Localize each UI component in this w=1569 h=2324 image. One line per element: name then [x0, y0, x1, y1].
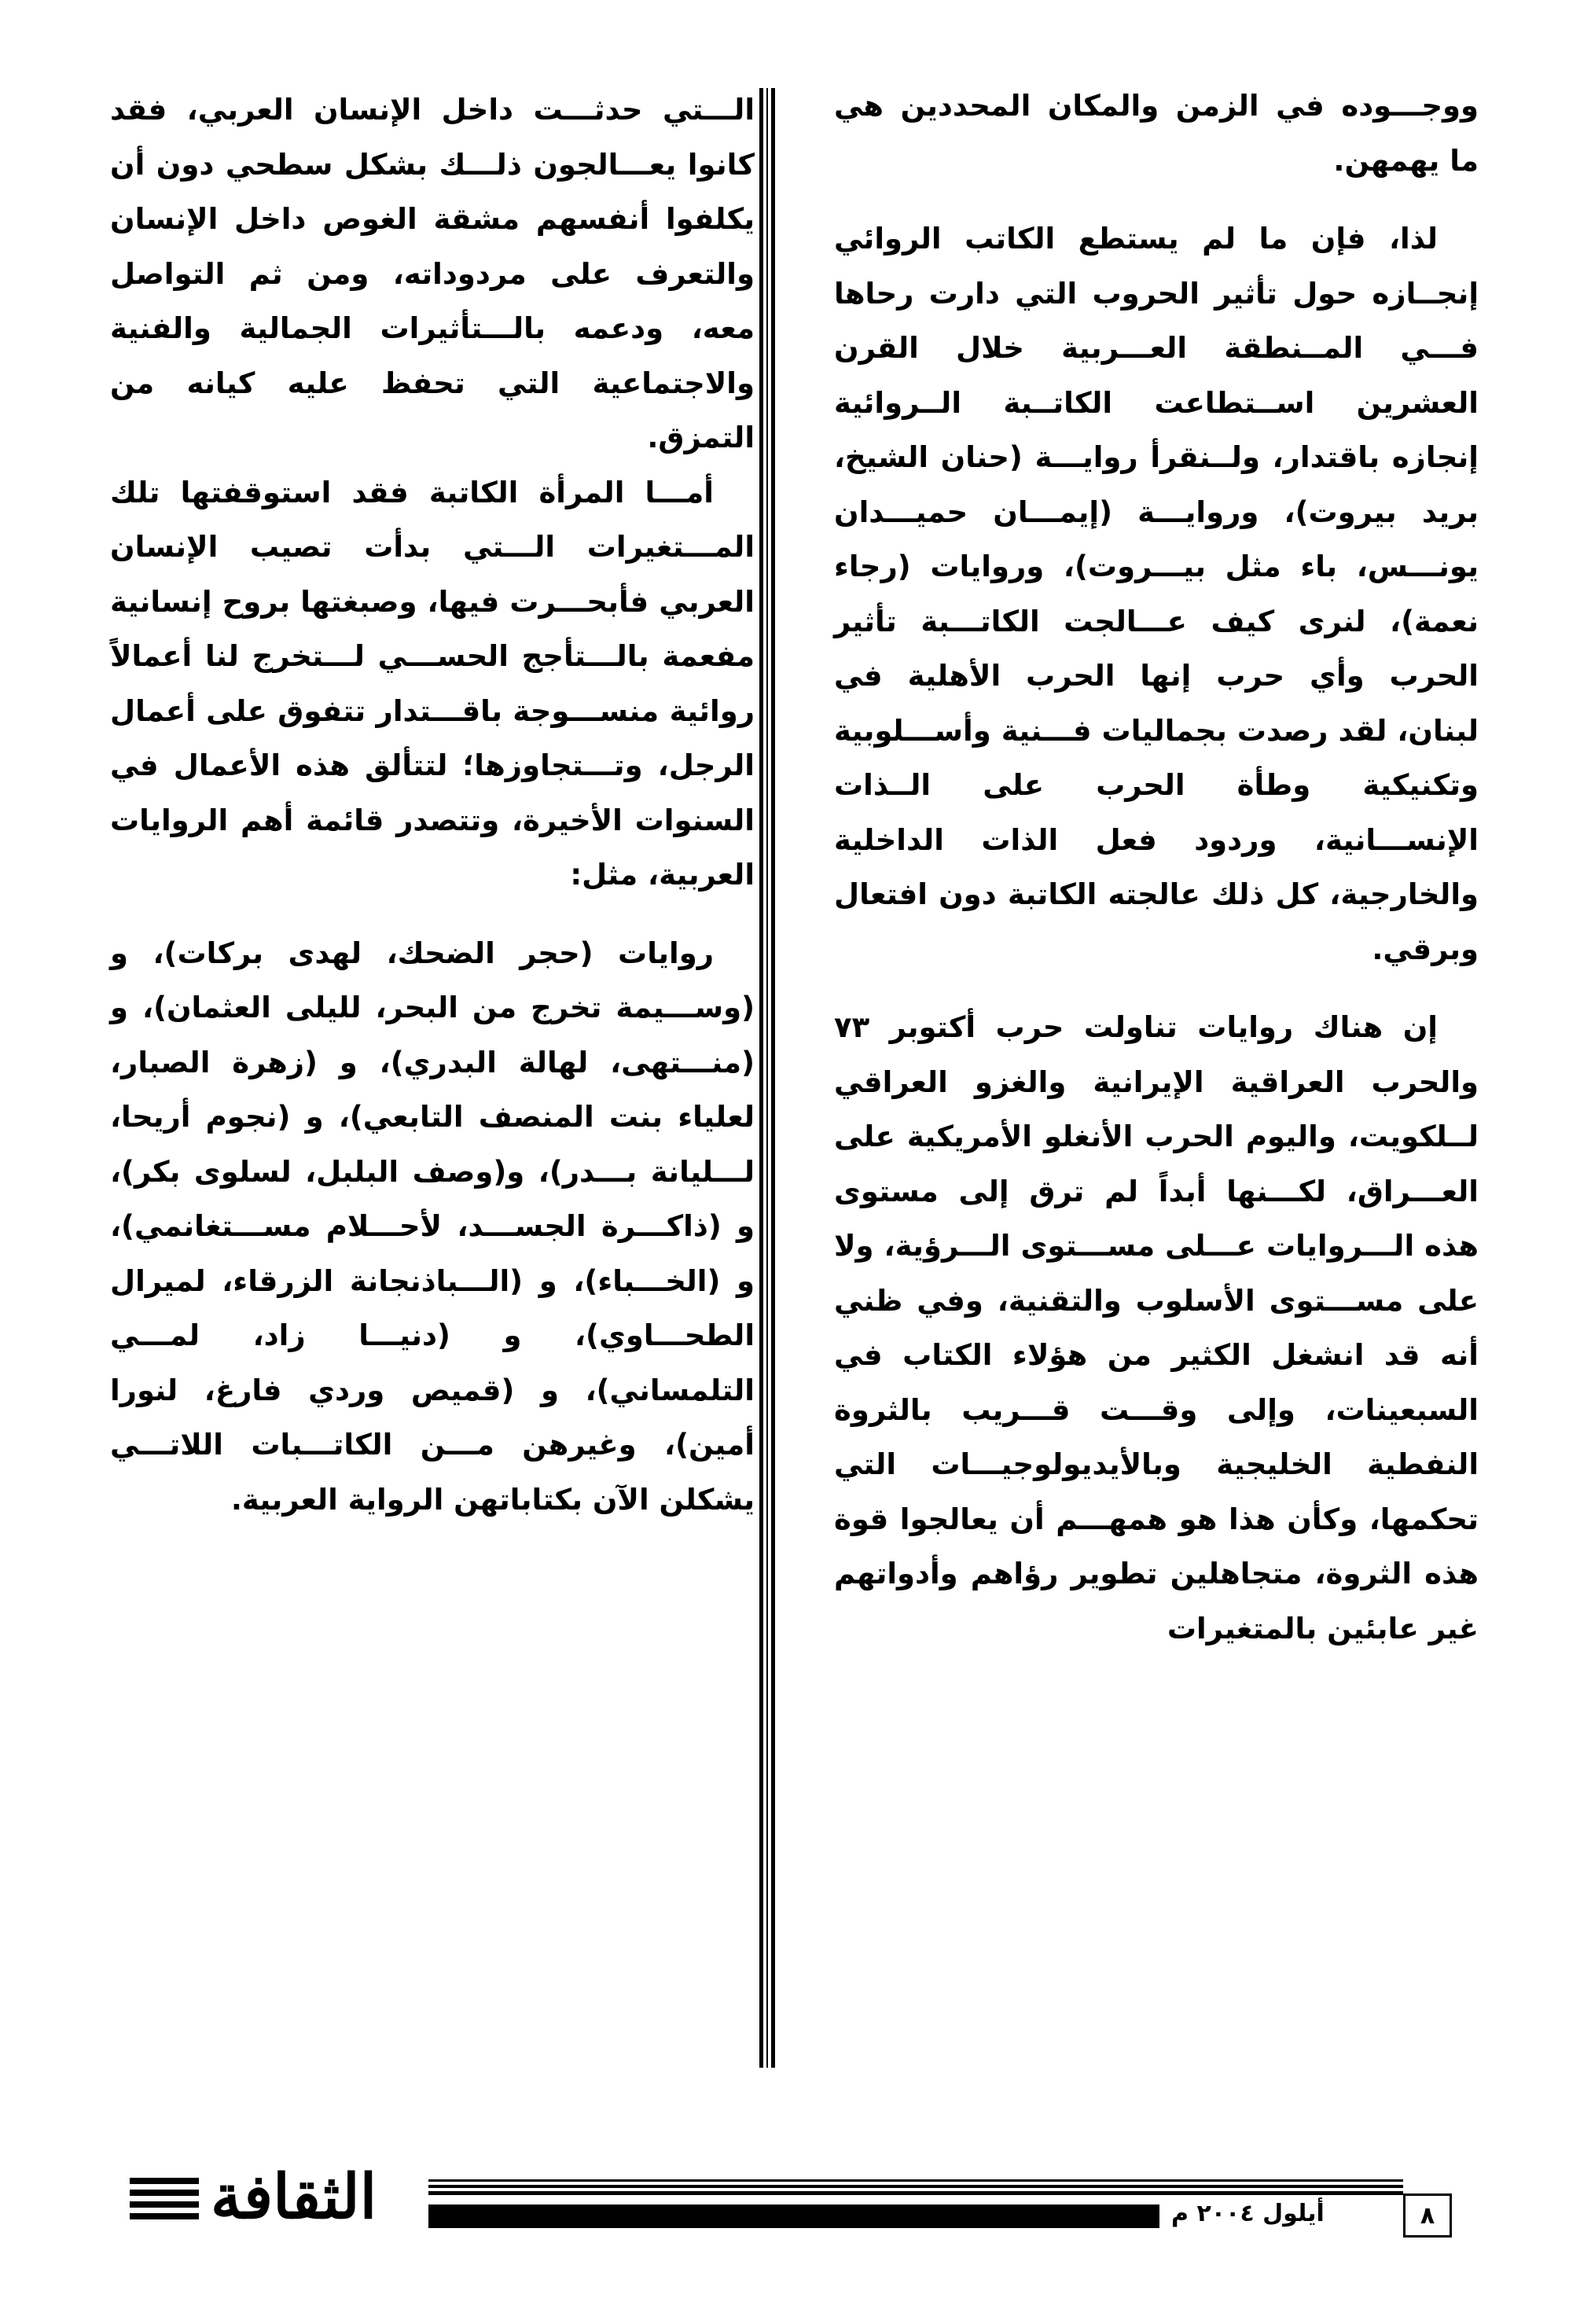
- right-text-column: [834, 79, 1479, 1656]
- logo-bars-icon: [130, 2178, 199, 2230]
- paragraph: الـــتي حدثـــت داخل الإنسان العربي، فقد كانوا يعـــالجون ذلـــك بشكل سطحي دون أن يكلفوا أنفسهم مشقة الغوص داخل الإنسان والتعرف على مردوداته، ومن ثم التواصل معه، ودعمه بالـــتأثيرات الجمالية والفنية والاجتماعية التي تحفظ عليه كيانه من التمزق.: [110, 93, 755, 454]
- paragraph: روايات (حجر الضحك، لهدى بركات)، و (وســـيمة تخرج من البحر، لليلى العثمان)، و (منـــتهى، لهالة البدري)، و (زهرة الصبار، لعلياء بنت المنصف التابعي)، و (نجوم أريحا، لـــليانة بـــدر)، و(وصف البلبل، لسلوى بكر)، و (ذاكـــرة الجســـد، لأحـــلام مســـتغانمي)، و (الخـــباء)، و (الـــباذنجانة الزرقاء، لميرال الطحـــاوي)، و (دنيـــا زاد، لمـــي التلمساني)، و (قميص وردي فارغ، لنورا أمين)، وغيرهن مـــن الكاتـــبات اللاتـــي يشكلن الآن بكتاباتهن الرواية العربية.: [110, 936, 755, 1517]
- page-number: ٨: [1403, 2193, 1452, 2238]
- issue-date: أيلول ٢٠٠٤ م: [1171, 2200, 1325, 2227]
- paragraph: أمـــا المرأة الكاتبة فقد استوقفتها تلك المـــتغيرات الـــتي بدأت تصيب الإنسان العربي فأبحـــرت فيها، وصبغتها بروح إنسانية مفعمة بالـــتأجج الحســـي لـــتخرج لنا أعمالاً روائية منســـوجة باقـــتدار تتفوق على أعمال الرجل، وتـــتجاوزها؛ لتتألق هذه الأعمال في السنوات الأخيرة، وتتصدر قائمة أهم الروايات العربية، مثل:: [110, 475, 755, 892]
- paragraph: لذا، فإن ما لم يستطع الكاتب الروائي إنجــازه حول تأثير الحروب التي دارت رحاها فـــي المــنطقة العـــربية خلال القرن العشرين اســتطاعت الكاتــبة الــروائية إنجازه باقتدار، ولــنقرأ روايـــة (حنان الشيخ، بريد بيروت)، وروايـــة (إيمـــان حميـــدان يونـــس، باء مثل بيـــروت)، وروايات (رجاء نعمة)، لنرى كيف عـــالجت الكاتـــبة تأثير الحرب وأي حرب إنها الحرب الأهلية في لبنان، لقد رصدت بجماليات فـــنية وأســـلوبية وتكنيكية وطأة الحرب على الــذات الإنســـانية، وردود فعل الذات الداخلية والخارجية، كل ذلك عالجته الكاتبة دون افتعال وبرقي.: [834, 222, 1479, 966]
- column-divider: [759, 88, 775, 2068]
- left-text-column: [110, 83, 755, 1527]
- paragraph: إن هناك روايات تناولت حرب أكتوبر ٧٣ والحرب العراقية الإيرانية والغزو العراقي لــلكويت، واليوم الحرب الأنغلو الأمريكية على العـــراق، لكـــنها أبداً لم ترق إلى مستوى هذه الـــروايات عـــلى مســـتوى الـــرؤية، ولا على مســـتوى الأسلوب والتقنية، وفي ظني أنه قد انشغل الكثير من هؤلاء الكتاب في السبعينات، وإلى وقـــت قـــريب بالثروة النفطية الخليجية وبالأيديولوجيـــات التي تحكمها، وكأن هذا هو همهـــم أن يعالجوا قوة هذه الثروة، متجاهلين تطوير رؤاهم وأدواتهم غير عابئين بالمتغيرات: [834, 1010, 1479, 1646]
- footer-rules: [428, 2179, 1403, 2198]
- magazine-logo: الثقافة: [211, 2161, 377, 2233]
- page-footer: [0, 2161, 1569, 2241]
- paragraph: ووجـــوده في الزمن والمكان المحددين هي ما يهمهن.: [834, 89, 1479, 178]
- footer-thick-bar: [428, 2204, 1159, 2228]
